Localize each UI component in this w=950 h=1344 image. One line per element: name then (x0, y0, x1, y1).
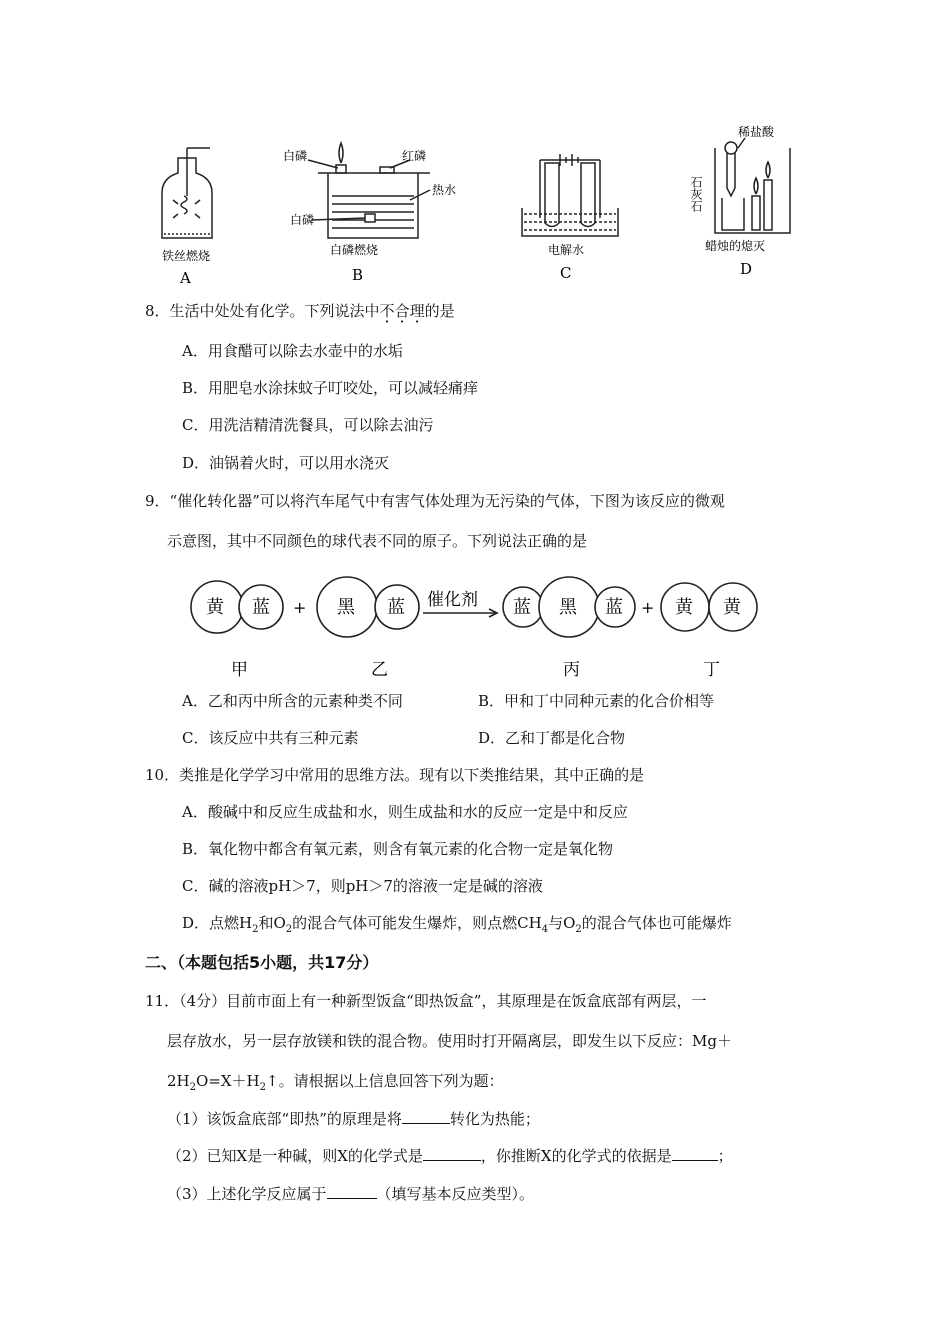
text: 的混合气体可能发生爆炸，则点燃CH (292, 914, 542, 932)
atom-blue: 蓝 (605, 597, 623, 618)
text: （2）已知X是一种碱，则X的化学式是 (167, 1147, 423, 1165)
q11-part1 (167, 1108, 540, 1129)
figure-d-candles (715, 138, 790, 233)
subscript: 2 (189, 1082, 196, 1093)
figure-a-iron-burning (162, 148, 212, 238)
text: 的混合气体也可能爆炸 (581, 914, 732, 932)
q9-option-c: C．该反应中共有三种元素 (182, 729, 359, 747)
label-white-phosphorus-bottom: 白磷 (290, 213, 315, 227)
text: ↑。请根据以上信息回答下列为题： (266, 1072, 504, 1090)
atom-yellow: 黄 (206, 597, 224, 618)
q8-option-d: D．油锅着火时，可以用水浇灭 (182, 454, 390, 472)
subscript: 2 (252, 924, 259, 935)
q8-stem-end: 的是 (424, 302, 455, 320)
figure-c-caption: 电解水 (548, 243, 585, 257)
text: D．点燃H (182, 914, 253, 932)
q9-stem-line2: 示意图，其中不同颜色的球代表不同的原子。下列说法正确的是 (167, 532, 588, 550)
figure-b-letter: B (352, 266, 364, 284)
figure-c-letter: C (560, 264, 572, 282)
figure-d-letter: D (740, 260, 753, 278)
section-heading: 二、（本题包括5小题，共17分） (145, 953, 379, 972)
figure-d-caption: 蜡烛的熄灭 (705, 239, 766, 253)
figure-b-caption: 白磷燃烧 (330, 243, 379, 257)
atom-yellow: 黄 (723, 597, 741, 618)
catalyst-label: 催化剂 (427, 590, 478, 610)
text: O=X＋H (196, 1072, 260, 1090)
q10-option-b: B．氧化物中都含有氧元素，则含有氧元素的化合物一定是氧化物 (182, 840, 614, 858)
plus-sign: + (641, 598, 655, 617)
q11-part3 (167, 1183, 534, 1204)
subscript: 2 (285, 924, 293, 935)
plus-sign: + (293, 598, 307, 617)
q9-option-a: A．乙和丙中所含的元素种类不同 (182, 692, 403, 710)
text: （填写基本反应类型）。 (376, 1185, 535, 1203)
molecule-label-jia: 甲 (231, 660, 248, 680)
q9-option-b: B．甲和丁中同种元素的化合价相等 (478, 692, 715, 710)
text: 和O (258, 914, 286, 932)
figure-c-electrolysis (522, 154, 618, 236)
answer-blank[interactable] (402, 1109, 450, 1124)
text: ，你推断X的化学式的依据是 (480, 1147, 672, 1165)
molecule-label-ding: 丁 (703, 660, 720, 680)
atom-blue: 蓝 (252, 597, 270, 618)
label-white-phosphorus-top: 白磷 (283, 149, 308, 163)
q8-option-a: A．用食醋可以除去水壶中的水垢 (182, 342, 403, 360)
subscript: 2 (575, 924, 582, 935)
text: ； (717, 1147, 733, 1165)
emphasis-char: 不 (379, 302, 395, 320)
q11-line1: 11．（4分）目前市面上有一种新型饭盒“即热饭盒”，其原理是在饭盒底部有两层，一 (145, 992, 707, 1010)
answer-blank[interactable] (327, 1184, 377, 1199)
molecule-label-yi: 乙 (371, 660, 388, 680)
subscript: 4 (541, 924, 549, 935)
q10-stem: 10．类推是化学学习中常用的思维方法。现有以下类推结果，其中正确的是 (145, 766, 645, 784)
q9-option-d: D．乙和丁都是化合物 (478, 729, 626, 747)
experiment-figure (140, 118, 820, 288)
q8-option-b: B．用肥皂水涂抹蚊子叮咬处，可以减轻痛痒 (182, 379, 479, 397)
subscript: 2 (259, 1082, 267, 1093)
label-red-phosphorus: 红磷 (402, 149, 427, 163)
q8-option-c: C．用洗洁精清洗餐具，可以除去油污 (182, 416, 434, 434)
reaction-diagram (185, 575, 775, 680)
figure-a-caption: 铁丝燃烧 (162, 249, 211, 263)
q11-line2: 层存放水，另一层存放镁和铁的混合物。使用时打开隔离层，即发生以下反应：Mg＋ (167, 1032, 732, 1050)
emphasis-char: 合 (394, 302, 410, 320)
emphasis-char: 理 (409, 302, 425, 320)
q11-line3 (167, 1070, 504, 1093)
q8-stem-text: 8．生活中处处有化学。下列说法中 (145, 302, 380, 320)
answer-blank[interactable] (423, 1146, 481, 1161)
label-dilute-hcl: 稀盐酸 (738, 125, 775, 139)
text: 与O (548, 914, 576, 932)
text: 转化为热能； (449, 1110, 540, 1128)
text: （1）该饭盒底部“即热”的原理是将 (167, 1110, 402, 1128)
atom-black: 黑 (337, 597, 355, 618)
q11-part2 (167, 1145, 733, 1166)
figure-a-letter: A (180, 269, 191, 287)
text: 2H (167, 1072, 190, 1090)
question-8-stem (145, 300, 455, 321)
molecule-label-bing: 丙 (563, 660, 580, 680)
atom-blue: 蓝 (513, 597, 531, 618)
q10-option-c: C．碱的溶液pH＞7，则pH＞7的溶液一定是碱的溶液 (182, 877, 543, 895)
atom-yellow: 黄 (675, 597, 693, 618)
q10-option-a: A．酸碱中和反应生成盐和水，则生成盐和水的反应一定是中和反应 (182, 803, 628, 821)
label-limestone: 石灰石 (689, 176, 703, 212)
atom-black: 黑 (559, 597, 577, 618)
label-hot-water: 热水 (432, 183, 457, 197)
atom-blue: 蓝 (387, 597, 405, 618)
answer-blank[interactable] (672, 1146, 718, 1161)
text: （3）上述化学反应属于 (167, 1185, 327, 1203)
q9-stem-line1: 9．“催化转化器”可以将汽车尾气中有害气体处理为无污染的气体，下图为该反应的微观 (145, 492, 725, 510)
q10-option-d (182, 912, 732, 935)
